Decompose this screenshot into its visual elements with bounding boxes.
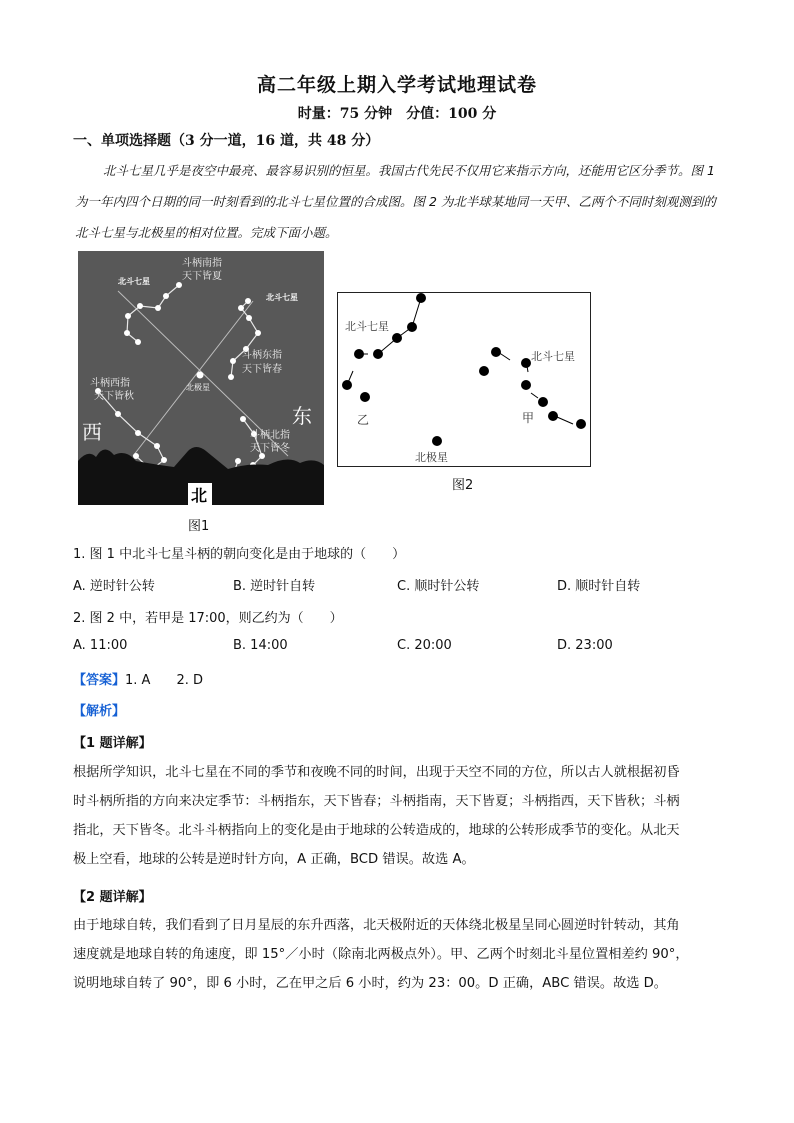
fig2-label-yi: 乙: [357, 413, 370, 427]
page-title: 高二年级上期入学考试地理试卷: [256, 74, 537, 96]
answer-text: 1. A 2. D: [125, 673, 203, 688]
q2-detail-tag: 【2 题详解】: [73, 890, 152, 905]
q1-detail-line: 指北，天下皆冬。北斗斗柄指向上的变化是由于地球的公转造成的，地球的公转形成季节的变化。从北天: [73, 823, 680, 838]
q1-detail-line: 极上空看，地球的公转是逆时针方向，A 正确，BCD 错误。故选 A。: [73, 852, 475, 867]
fig1-north-star-label: 北极星: [186, 383, 210, 392]
fig1-dipper-label-2: 北斗七星: [266, 293, 298, 302]
fig2-label-jia: 甲: [522, 411, 535, 425]
q2-option-a: A. 11:00: [73, 638, 128, 653]
q2-option-d: D. 23:00: [557, 638, 613, 653]
answer-line: [73, 669, 203, 688]
fig2-star-dots: [342, 293, 586, 446]
q1-option-b: B. 逆时针自转: [233, 579, 316, 594]
q1-detail-tag: 【1 题详解】: [73, 736, 152, 751]
fig1-north-line2: 天下皆冬: [250, 443, 290, 454]
fig2-north-star: 北极星: [415, 451, 448, 464]
figure-2-caption: 图2: [452, 478, 474, 493]
figure-1-caption: 图1: [188, 519, 210, 534]
fig1-north-line1: 斗柄北指: [250, 430, 290, 441]
q1-detail-body: [73, 758, 723, 874]
q2-detail-line: 速度就是地球自转的角速度，即 15°／小时（除南北两极点外）。甲、乙两个时刻北斗星位置相差约 90°，: [73, 947, 689, 962]
q1-option-a: A. 逆时针公转: [73, 579, 155, 594]
question-2-stem: 2. 图 2 中，若甲是 17:00，则乙约为（ ）: [73, 611, 343, 626]
exam-info: 时量：75 分钟 分值：100 分: [297, 106, 497, 122]
q1-detail-line: 根据所学知识，北斗七星在不同的季节和夜晚不同的时间，出现于天空不同的方位，所以古人就根据初昏: [73, 765, 680, 780]
fig1-east-line2: 天下皆春: [242, 364, 282, 375]
fig1-dir-west: 西: [82, 420, 102, 444]
q2-option-c: C. 20:00: [397, 638, 452, 653]
section-title: 一、单项选择题（3 分一道，16 道，共 48 分）: [73, 133, 380, 149]
intro-paragraph: 北斗七星几乎是夜空中最亮、最容易识别的恒星。我国古代先民不仅用它来指示方向，还能用它区分季节。图 1 为一年内四个日期的同一时刻看到的北斗七星位置的合成图。图 2 为北半球某地同一天甲、乙两个不同时刻观测到的北斗七星与北极星的相对位置。完成下面小题。: [75, 163, 716, 240]
figure-2-illustration: [338, 293, 590, 466]
question-1-stem: 1. 图 1 中北斗七星斗柄的朝向变化是由于地球的（ ）: [73, 547, 406, 562]
q2-detail-line: 说明地球自转了 90°，即 6 小时，乙在甲之后 6 小时，约为 23：00。D 正确，ABC 错误。故选 D。: [73, 976, 667, 991]
fig1-south-line2: 天下皆夏: [182, 271, 222, 282]
figure-2: [337, 292, 591, 467]
figure-1-illustration: [78, 251, 324, 505]
q2-option-b: B. 14:00: [233, 638, 288, 653]
analysis-tag: 【解析】: [73, 704, 126, 719]
q1-option-d: D. 顺时针自转: [557, 579, 641, 594]
fig1-dipper-label-1: 北斗七星: [118, 277, 150, 286]
fig1-dir-east: 东: [292, 404, 312, 428]
fig2-dipper-left: 北斗七星: [345, 320, 389, 333]
fig1-south-line1: 斗柄南指: [182, 258, 222, 269]
fig2-dipper-right: 北斗七星: [531, 350, 575, 363]
answer-tag: 【答案】: [73, 673, 126, 688]
fig1-east-line1: 斗柄东指: [242, 350, 282, 361]
q1-detail-line: 时斗柄所指的方向来决定季节：斗柄指东，天下皆春；斗柄指南，天下皆夏；斗柄指西，天下皆秋；斗柄: [73, 794, 680, 809]
fig1-west-line1: 斗柄西指: [90, 378, 130, 389]
q1-option-c: C. 顺时针公转: [397, 579, 480, 594]
figure-1: [78, 251, 324, 505]
fig1-dir-north: 北: [191, 486, 208, 505]
q2-detail-body: [73, 911, 723, 998]
q2-detail-line: 由于地球自转，我们看到了日月星辰的东升西落，北天极附近的天体绕北极星呈同心圆逆时针转动，其角: [73, 918, 680, 933]
fig1-west-line2: 天下皆秋: [94, 391, 134, 402]
